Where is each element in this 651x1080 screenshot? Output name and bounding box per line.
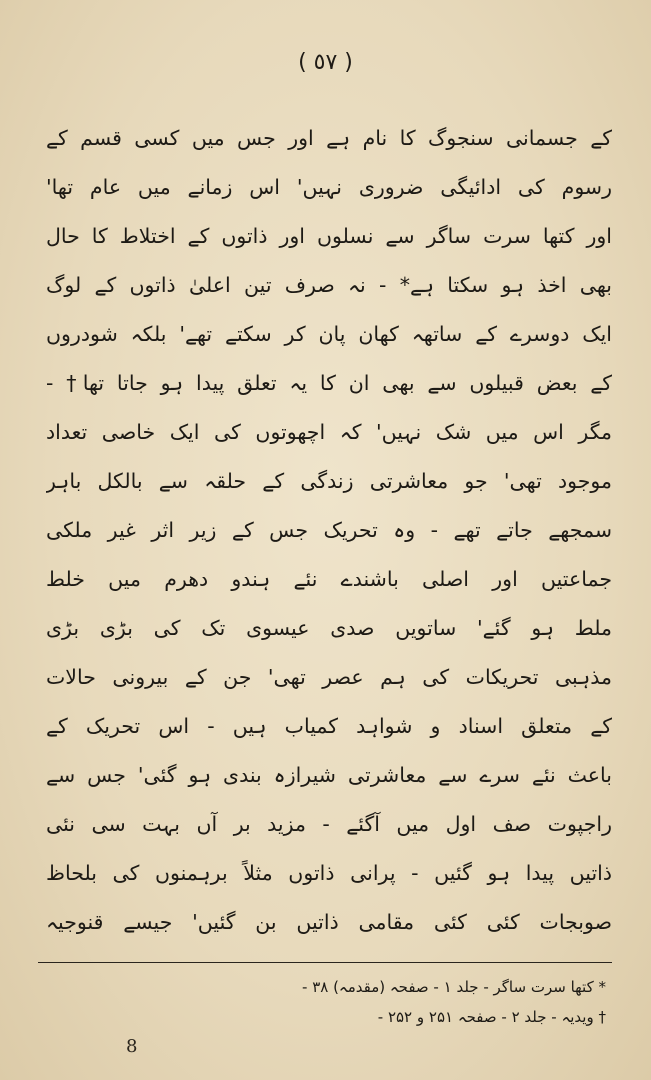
text-line: اور کتھا سرت ساگر سے نسلوں اور ذاتوں کے اختلاط کا حال (46, 224, 612, 248)
text-line: کے بعض قبیلوں سے بھی ان کا یہ تعلق پیدا ہو جاتا تھا† - (46, 371, 612, 395)
text-line: صوبجات کئی کئی مقامی ذاتیں بن گئیں' جیسے قنوجیہ (46, 910, 612, 934)
text-line: بھی اخذ ہو سکتا ہے* - نہ صرف تین اعلیٰ ذاتوں کے لوگ (46, 273, 612, 297)
text-line: مگر اس میں شک نہیں' کہ اچھوتوں کی ایک خاصی تعداد (46, 420, 612, 444)
footnote: † ویدیہ - جلد ۲ - صفحہ ۲۵۱ و ۲۵۲ - (377, 1008, 606, 1026)
text-line: کے جسمانی سنجوگ کا نام ہے اور جس میں کسی قسم کے (46, 126, 612, 150)
text-line: کے متعلق اسناد و شواہد کمیاب ہیں - اس تحریک کے (46, 714, 612, 738)
text-line: باعث نئے سرے سے معاشرتی شیرازہ بندی ہو گئی' جس سے (46, 763, 612, 787)
body-text (46, 114, 612, 947)
text-line: مذہبی تحریکات کی ہم عصر تھی' جن کے بیرونی حالات (46, 665, 612, 689)
footnote: * کتھا سرت ساگر - جلد ۱ - صفحہ (مقدمہ) ۳۸ - (302, 978, 606, 996)
folio-mark: 8 (126, 1036, 138, 1057)
text-line: سمجھے جاتے تھے - وہ تحریک جس کے زیر اثر غیر ملکی (46, 518, 612, 542)
text-line: ملط ہو گئے' ساتویں صدی عیسوی تک کی بڑی بڑی (46, 616, 612, 640)
footnotes (46, 972, 606, 1032)
text-line: ذاتیں پیدا ہو گئیں - پرانی ذاتوں مثلاً برہمنوں کی بلحاظ (46, 861, 612, 885)
text-line: موجود تھی' جو معاشرتی زندگی کے حلقہ سے بالکل باہر (46, 469, 612, 493)
page-number: ( ٥٧ ) (298, 50, 353, 75)
text-line: ایک دوسرے کے ساتھہ کھان پان کر سکتے تھے' بلکہ شودروں (46, 322, 612, 346)
text-line: رسوم کی ادائیگی ضروری نہیں' اس زمانے میں عام تھا' (46, 175, 612, 199)
text-line: جماعتیں اور اصلی باشندے نئے ہندو دھرم میں خلط (46, 567, 612, 591)
text-line: راجپوت صف اول میں آگئے - مزید بر آں بہت سی نئی (46, 812, 612, 836)
footnote-divider (38, 962, 612, 963)
